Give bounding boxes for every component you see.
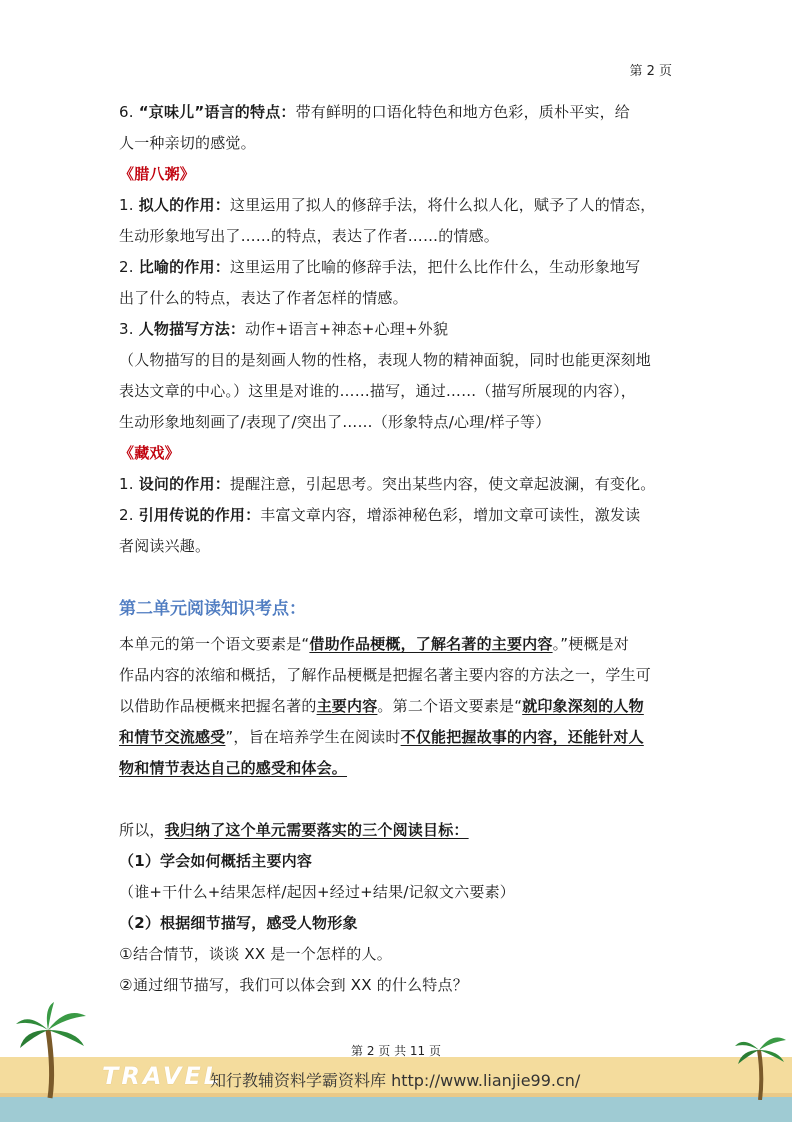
text-line: 生动形象地刻画了/表现了/突出了……（形象特点/心理/样子等） xyxy=(119,413,551,431)
paragraph-line xyxy=(119,629,675,660)
text-span: 。”梗概是对 xyxy=(552,635,630,653)
item-number: 1. xyxy=(119,475,139,493)
emphasis-text: 不仅能把握故事的内容，还能针对人 xyxy=(400,728,644,746)
text-line: 生动形象地写出了……的特点，表达了作者……的情感。 xyxy=(119,227,500,245)
item-number: 1. xyxy=(119,196,139,214)
emphasis-text: 就印象深刻的人物 xyxy=(522,697,644,715)
paragraph-line xyxy=(119,722,675,753)
point-legend-quote xyxy=(119,500,675,531)
point-jingwei xyxy=(119,97,675,128)
item-title: 引用传说的作用： xyxy=(138,506,261,524)
item-text: 提醒注意，引起思考。突出某些内容，使文章起波澜，有变化。 xyxy=(229,475,656,493)
point-rhetorical-question xyxy=(119,469,675,500)
unit-heading: 第二单元阅读知识考点： xyxy=(119,599,306,619)
text-line: 出了什么的特点，表达了作者怎样的情感。 xyxy=(119,289,408,307)
item-title: “京味儿”语言的特点： xyxy=(138,103,296,121)
point-personification xyxy=(119,190,675,221)
text-span: 所以， xyxy=(119,821,165,839)
text-span: 本单元的第一个语文要素是“ xyxy=(119,635,310,653)
footer-site-link[interactable]: 知行教辅资料学霸资料库 http://www.lianjie99.cn/ xyxy=(210,1071,581,1090)
question-1 xyxy=(119,939,675,970)
text-span: 。第二个语文要素是“ xyxy=(377,697,523,715)
text-span: ”，旨在培养学生在阅读时 xyxy=(225,728,401,746)
item-title: 拟人的作用： xyxy=(138,196,230,214)
paragraph-line xyxy=(119,691,675,722)
point-character-description xyxy=(119,314,675,345)
item-text: 动作+语言+神态+心理+外貌 xyxy=(245,320,449,338)
item-text: 带有鲜明的口语化特色和地方色彩，质朴平实，给 xyxy=(295,103,631,121)
item-title: 比喻的作用： xyxy=(138,258,230,276)
goal-1: （1）学会如何概括主要内容 xyxy=(119,852,313,870)
question-2 xyxy=(119,970,675,1001)
item-number: 6. xyxy=(119,103,139,121)
emphasis-text: 主要内容 xyxy=(316,697,378,715)
item-number: 2. xyxy=(119,258,139,276)
question-text: 通过细节描写，我们可以体会到 XX 的什么特点？ xyxy=(133,976,468,994)
text-line: （人物描写的目的是刻画人物的性格，表现人物的精神面貌，同时也能更深刻地 xyxy=(119,351,652,369)
item-text: 这里运用了比喻的修辞手法，把什么比作什么，生动形象地写 xyxy=(229,258,641,276)
text-line: 表达文章的中心。）这里是对谁的……描写，通过……（描写所展现的内容）， xyxy=(119,382,637,400)
section-title-zangxi: 《藏戏》 xyxy=(119,444,180,462)
paragraph-line: 作品内容的浓缩和概括，了解作品梗概是把握名著主要内容的方法之一，学生可 xyxy=(119,666,652,684)
goal-1-note: （谁+干什么+结果怎样/起因+经过+结果/记叙文六要素） xyxy=(119,883,515,901)
text-line: 人一种亲切的感觉。 xyxy=(119,134,256,152)
point-metaphor xyxy=(119,252,675,283)
item-text: 丰富文章内容，增添神秘色彩，增加文章可读性，激发读 xyxy=(260,506,641,524)
emphasis-text: 物和情节表达自己的感受和体会。 xyxy=(119,759,348,777)
palm-tree-right-icon xyxy=(734,1030,788,1100)
section-title-labazhou: 《腊八粥》 xyxy=(119,165,196,183)
circled-number: ② xyxy=(119,976,133,994)
document-body xyxy=(119,97,675,1001)
emphasis-text: 我归纳了这个单元需要落实的三个阅读目标： xyxy=(164,821,469,839)
travel-brand-logo: TRAVEL xyxy=(102,1062,223,1090)
footer-sea-band xyxy=(0,1097,792,1122)
text-line: 者阅读兴趣。 xyxy=(119,537,211,555)
paragraph-line xyxy=(119,753,675,784)
item-title: 人物描写方法： xyxy=(138,320,246,338)
question-text: 结合情节，谈谈 XX 是一个怎样的人。 xyxy=(133,945,392,963)
text-span: 以借助作品梗概来把握名著的 xyxy=(119,697,317,715)
item-number: 2. xyxy=(119,506,139,524)
emphasis-text: 和情节交流感受 xyxy=(119,728,226,746)
paragraph-line xyxy=(119,815,675,846)
circled-number: ① xyxy=(119,945,133,963)
item-text: 这里运用了拟人的修辞手法，将什么拟人化，赋予了人的情态， xyxy=(229,196,656,214)
item-title: 设问的作用： xyxy=(138,475,230,493)
page-header: 第 2 页 xyxy=(629,64,672,79)
page-count: 第 2 页 共 11 页 xyxy=(351,1044,441,1058)
item-number: 3. xyxy=(119,320,139,338)
goal-2: （2）根据细节描写，感受人物形象 xyxy=(119,914,358,932)
emphasis-text: 借助作品梗概，了解名著的主要内容 xyxy=(309,635,553,653)
palm-tree-left-icon xyxy=(14,1000,94,1100)
